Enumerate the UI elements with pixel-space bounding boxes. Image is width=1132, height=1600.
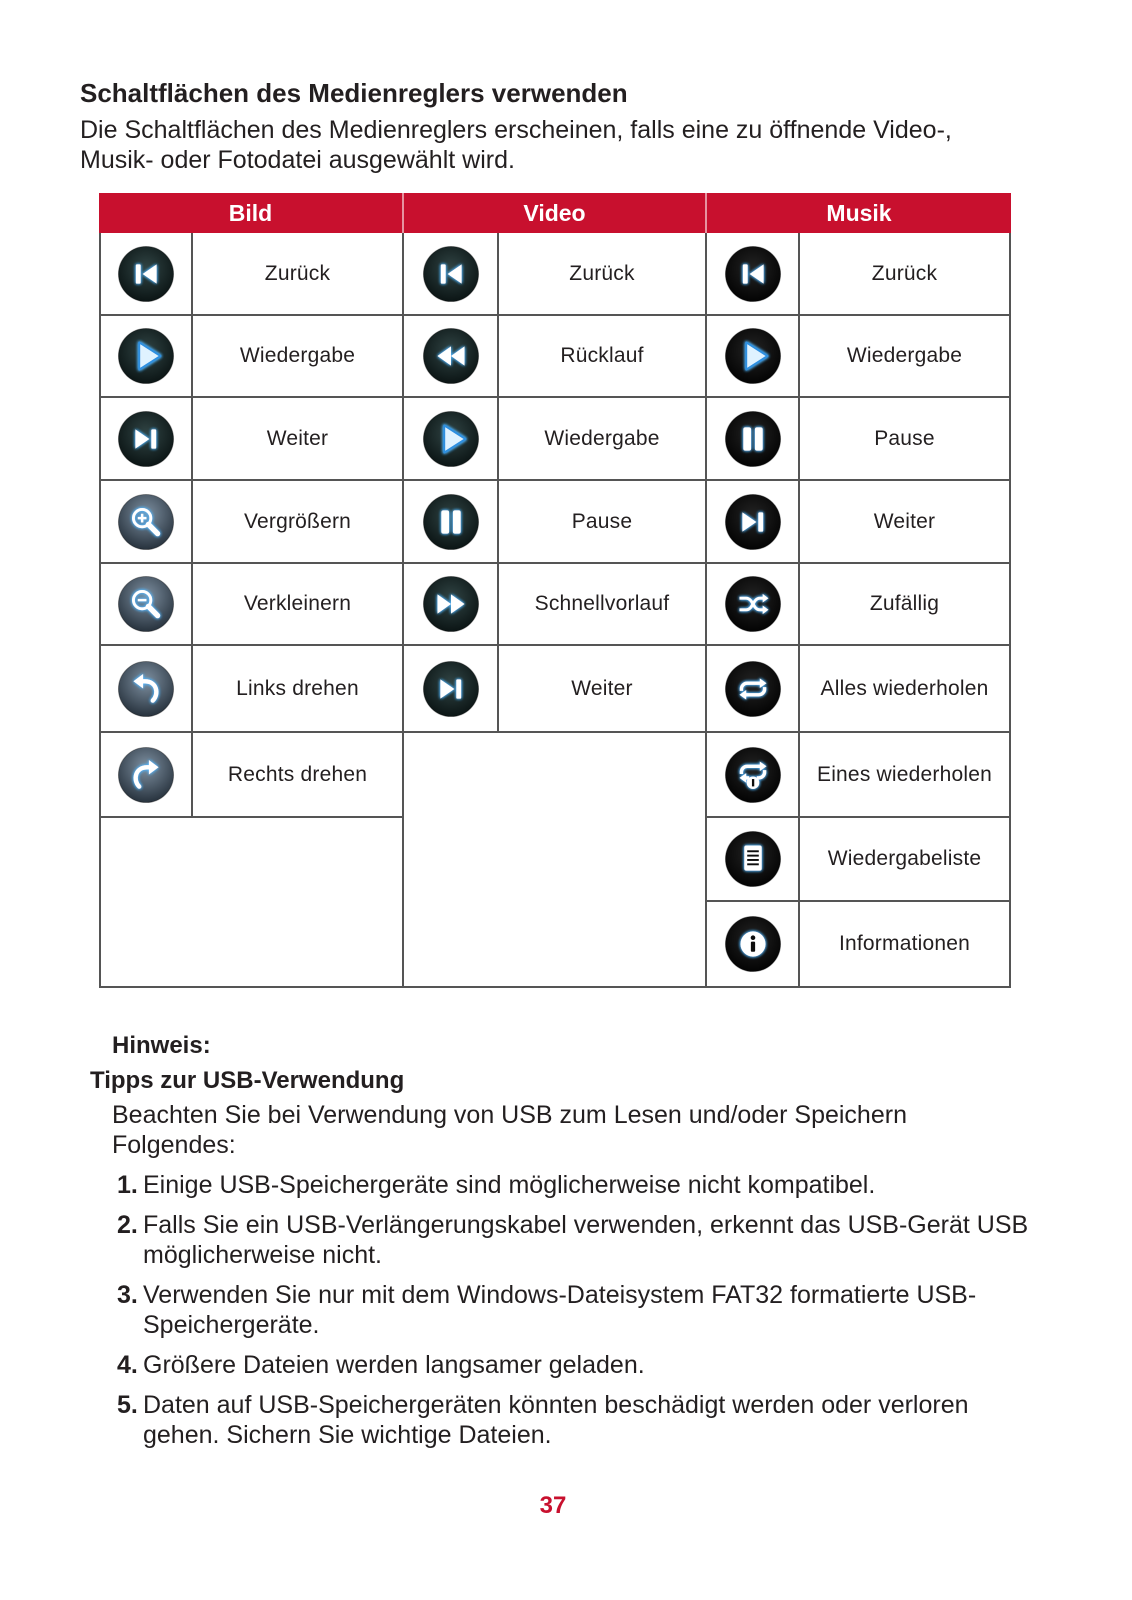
control-label: Weiter	[873, 509, 936, 533]
icon-cell	[404, 646, 499, 731]
repeat-all-icon	[724, 660, 782, 718]
pause-icon	[422, 493, 480, 551]
list-item	[117, 1280, 1028, 1340]
label-cell	[800, 481, 1009, 562]
list-item-text: möglicherweise nicht.	[143, 1241, 382, 1269]
icon-cell	[101, 316, 193, 396]
icon-cell	[404, 233, 499, 314]
previous-icon	[117, 245, 175, 303]
control-label: Zurück	[264, 261, 331, 285]
rewind-icon	[422, 327, 480, 385]
note-title: Tipps zur USB-Verwendung	[90, 1067, 405, 1094]
intro-line: Die Schaltflächen des Medienreglers erscheinen, falls eine zu öffnende Video-,	[80, 116, 952, 144]
label-cell	[499, 481, 705, 562]
list-number: 5.	[117, 1391, 138, 1419]
icon-cell	[707, 481, 800, 562]
control-label: Links drehen	[236, 676, 359, 700]
list-number: 1.	[117, 1171, 138, 1199]
play-icon	[422, 410, 480, 468]
label-cell	[800, 646, 1009, 731]
control-label: Eines wiederholen	[816, 762, 992, 786]
control-label: Rechts drehen	[227, 762, 368, 786]
label-cell	[193, 233, 402, 314]
column-header-bild: Bild	[228, 199, 273, 226]
table-body	[99, 233, 1011, 988]
icon-cell	[707, 818, 800, 900]
rotate-right-icon	[117, 746, 175, 804]
play-icon	[724, 327, 782, 385]
table-row	[707, 733, 1009, 818]
label-cell	[499, 564, 705, 644]
label-cell	[499, 316, 705, 396]
intro-paragraph	[80, 115, 952, 175]
control-label: Pause	[874, 426, 935, 450]
icon-cell	[101, 481, 193, 562]
label-cell	[193, 646, 402, 731]
shuffle-icon	[724, 575, 782, 633]
next-icon	[422, 660, 480, 718]
table-header	[99, 193, 1011, 233]
table-row	[101, 564, 402, 646]
label-cell	[800, 564, 1009, 644]
control-label: Rücklauf	[560, 344, 644, 367]
list-item-text: Falls Sie ein USB-Verlängerungskabel verwenden, erkennt das USB-Gerät USB	[143, 1211, 1029, 1239]
table-row	[707, 902, 1009, 986]
list-item	[117, 1170, 1028, 1200]
play-icon	[117, 327, 175, 385]
icon-cell	[707, 398, 800, 479]
table-row	[101, 398, 402, 481]
table-column-musik	[705, 233, 1011, 986]
list-item	[117, 1390, 1028, 1450]
list-item-text: Verwenden Sie nur mit dem Windows-Dateisystem FAT32 formatierte USB-	[143, 1281, 977, 1309]
icon-cell	[707, 564, 800, 644]
table-column-video	[402, 233, 705, 986]
table-row	[707, 818, 1009, 902]
list-number: 2.	[117, 1211, 138, 1239]
control-label: Zurück	[871, 261, 938, 285]
table-row	[404, 233, 705, 316]
icon-cell	[707, 233, 800, 314]
table-row	[707, 481, 1009, 564]
label-cell	[800, 398, 1009, 479]
table-row	[707, 564, 1009, 646]
list-item-text: Einige USB-Speichergeräte sind möglicherweise nicht kompatibel.	[143, 1171, 876, 1199]
repeat-one-icon	[724, 746, 782, 804]
note-intro-line: Folgendes:	[112, 1131, 236, 1159]
previous-icon	[724, 245, 782, 303]
playlist-icon	[724, 830, 782, 888]
control-label: Weiter	[571, 676, 633, 700]
label-cell	[800, 902, 1009, 986]
list-number: 4.	[117, 1351, 138, 1379]
icon-cell	[707, 733, 800, 816]
control-label: Informationen	[838, 932, 970, 955]
column-header-video: Video	[402, 193, 705, 233]
info-icon	[724, 915, 782, 973]
list-item-text: Daten auf USB-Speichergeräten könnten beschädigt werden oder verloren	[143, 1391, 969, 1419]
note-intro-line: Beachten Sie bei Verwendung von USB zum Lesen und/oder Speichern	[112, 1101, 907, 1129]
list-item-text: Speichergeräte.	[143, 1311, 320, 1339]
pause-icon	[724, 410, 782, 468]
control-label: Vergrößern	[243, 509, 352, 533]
control-label: Pause	[571, 509, 633, 533]
icon-cell	[404, 564, 499, 644]
list-item	[117, 1350, 1028, 1380]
table-row	[707, 316, 1009, 398]
page-number: 37	[539, 1492, 567, 1519]
table-row	[101, 481, 402, 564]
icon-cell	[707, 646, 800, 731]
icon-cell	[101, 564, 193, 644]
table-row	[101, 316, 402, 398]
icon-cell	[101, 733, 193, 816]
label-cell	[499, 233, 705, 314]
icon-cell	[101, 398, 193, 479]
table-row	[707, 233, 1009, 316]
fast-forward-icon	[422, 575, 480, 633]
label-cell	[193, 316, 402, 396]
note-intro	[112, 1100, 907, 1160]
label-cell	[193, 398, 402, 479]
label-cell	[800, 316, 1009, 396]
label-cell	[193, 564, 402, 644]
table-row	[404, 398, 705, 481]
next-icon	[117, 410, 175, 468]
icon-cell	[404, 398, 499, 479]
table-row	[404, 646, 705, 733]
control-label: Zurück	[569, 261, 635, 285]
table-row	[101, 233, 402, 316]
rotate-left-icon	[117, 660, 175, 718]
icon-cell	[707, 316, 800, 396]
table-row	[101, 646, 402, 733]
table-row	[707, 646, 1009, 733]
control-label: Verkleinern	[243, 592, 352, 615]
table-row	[404, 316, 705, 398]
control-label: Wiedergabe	[846, 344, 963, 367]
label-cell	[193, 733, 402, 816]
list-item	[117, 1210, 1028, 1270]
label-cell	[499, 398, 705, 479]
list-number: 3.	[117, 1281, 138, 1309]
label-cell	[499, 646, 705, 731]
control-label: Zufällig	[869, 592, 940, 615]
icon-cell	[707, 902, 800, 986]
table-row	[404, 481, 705, 564]
label-cell	[800, 818, 1009, 900]
list-item-text: gehen. Sichern Sie wichtige Dateien.	[143, 1421, 552, 1449]
note-label: Hinweis:	[112, 1032, 211, 1059]
control-label: Schnellvorlauf	[534, 592, 670, 615]
table-row	[404, 564, 705, 646]
control-label: Weiter	[266, 426, 329, 450]
label-cell	[193, 481, 402, 562]
icon-cell	[404, 481, 499, 562]
next-icon	[724, 493, 782, 551]
table-row	[707, 398, 1009, 481]
control-label: Wiedergabe	[239, 344, 356, 367]
table-row	[101, 733, 402, 818]
label-cell	[800, 233, 1009, 314]
table-column-bild	[99, 233, 402, 986]
control-label: Wiedergabe	[544, 426, 660, 450]
icon-cell	[101, 233, 193, 314]
column-header-musik: Musik	[705, 193, 1011, 233]
zoom-out-icon	[117, 575, 175, 633]
previous-icon	[422, 245, 480, 303]
page-heading: Schaltflächen des Medienreglers verwenden	[80, 78, 628, 108]
control-label: Alles wiederholen	[820, 676, 989, 700]
list-item-text: Größere Dateien werden langsamer geladen.	[143, 1351, 645, 1379]
zoom-in-icon	[117, 493, 175, 551]
label-cell	[800, 733, 1009, 816]
intro-line: Musik- oder Fotodatei ausgewählt wird.	[80, 146, 515, 174]
control-label: Wiedergabeliste	[827, 847, 982, 870]
icon-cell	[101, 646, 193, 731]
icon-cell	[404, 316, 499, 396]
tips-list	[117, 1170, 1028, 1460]
